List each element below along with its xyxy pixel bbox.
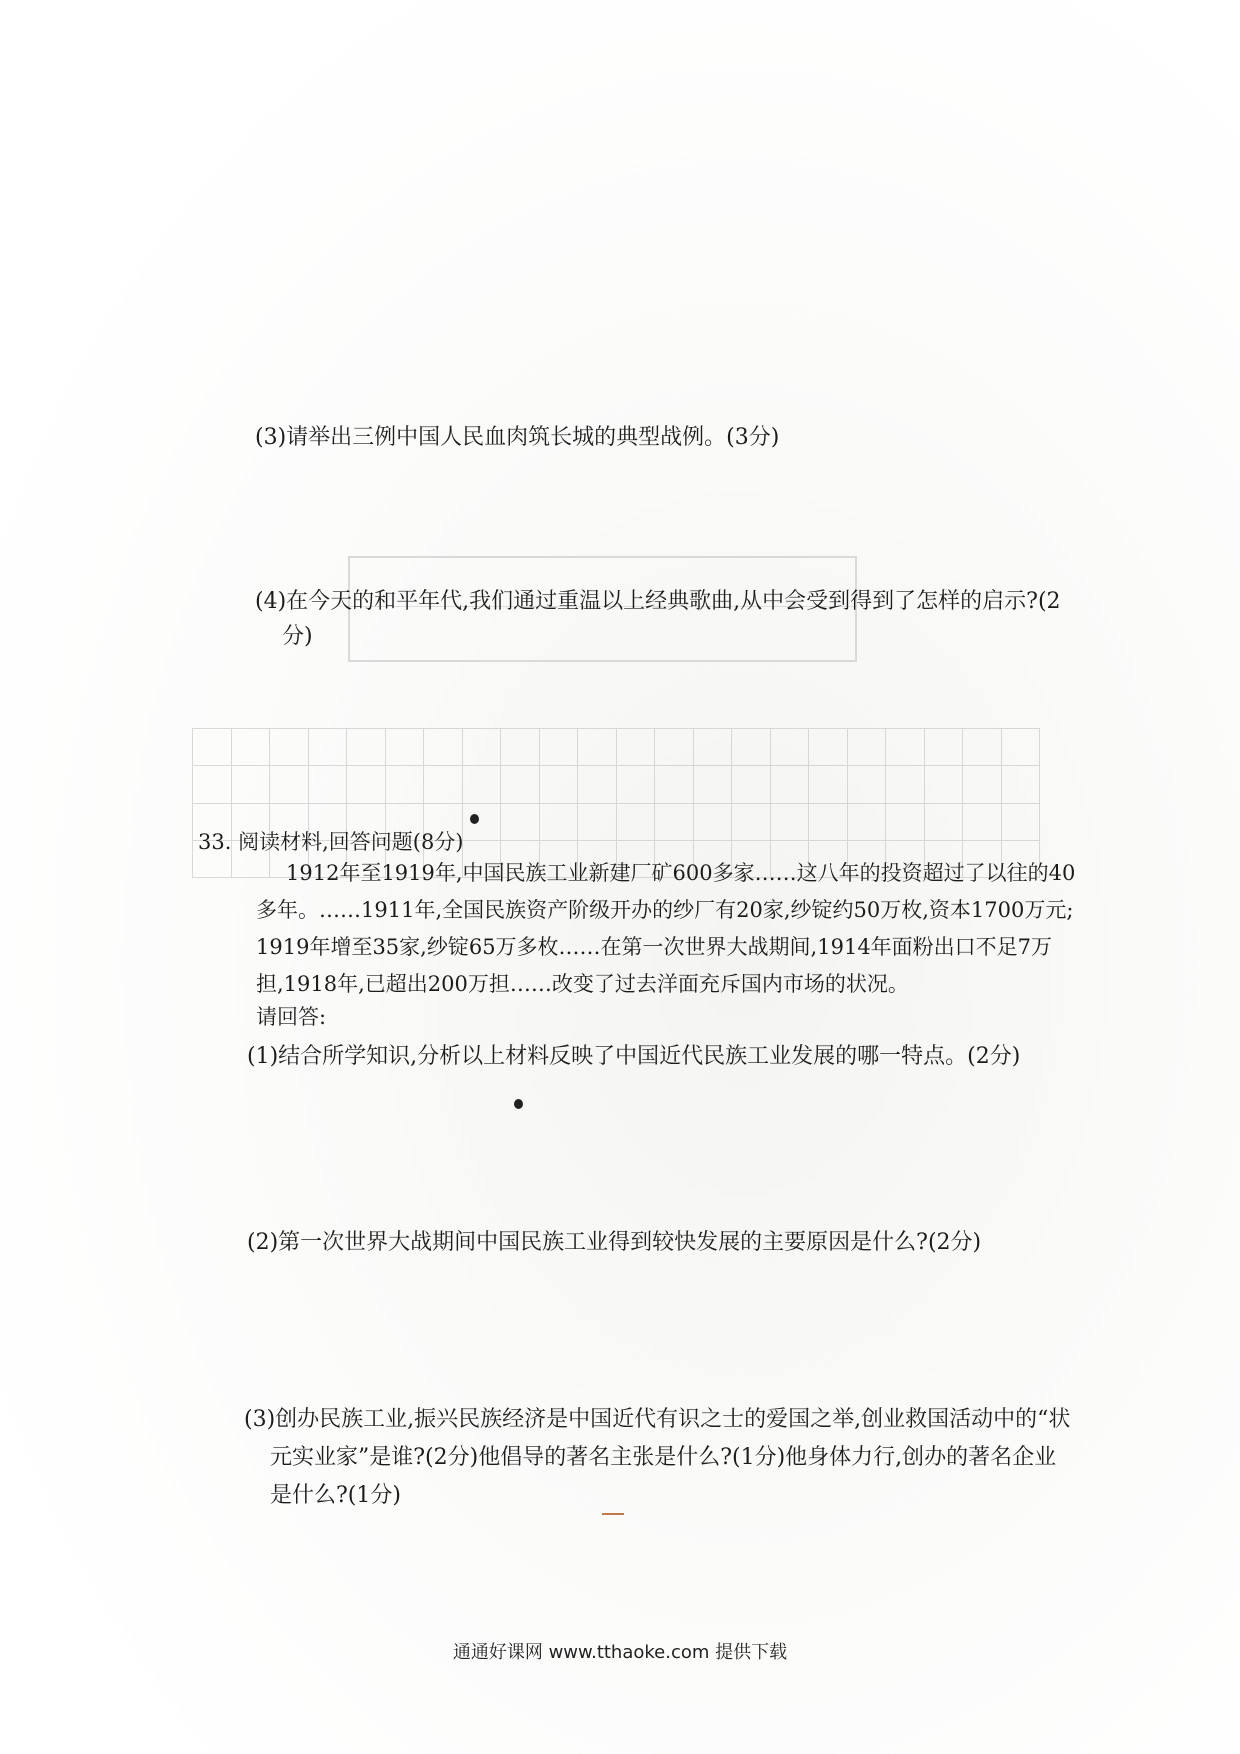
sub-question-3-line3: 是什么?(1分): [270, 1483, 401, 1508]
question-4-prompt-line1: (4)在今天的和平年代,我们通过重温以上经典歌曲,从中会受到得到了怎样的启示?(2: [255, 589, 1061, 614]
material-line: 1919年增至35家,纱锭65万多枚……在第一次世界大战期间,1914年面粉出口不足7万: [256, 935, 1053, 959]
scan-speck: [514, 1099, 523, 1109]
question-4-prompt-line2: 分): [282, 624, 313, 649]
material-line: 多年。……1911年,全国民族资产阶级开办的纱厂有20家,纱锭约50万枚,资本1700万元;: [256, 898, 1074, 922]
footer-credit: 通通好课网 www.tthaoke.com 提供下载: [452, 1642, 788, 1663]
material-line: 1912年至1919年,中国民族工业新建厂矿600多家……这八年的投资超过了以往的40: [286, 861, 1076, 885]
sub-question-2: (2)第一次世界大战期间中国民族工业得到较快发展的主要原因是什么?(2分): [247, 1230, 982, 1255]
scan-speck: [470, 814, 479, 824]
question-3-prompt: (3)请举出三例中国人民血肉筑长城的典型战例。(3分): [255, 425, 780, 450]
material-line: 担,1918年,已超出200万担……改变了过去洋面充斥国内市场的状况。: [256, 972, 909, 996]
sub-question-1: (1)结合所学知识,分析以上材料反映了中国近代民族工业发展的哪一特点。(2分): [247, 1044, 1021, 1069]
scan-mark: [602, 1513, 624, 1515]
sub-question-3-line1: (3)创办民族工业,振兴民族经济是中国近代有识之士的爱国之举,创业救国活动中的“状: [244, 1407, 1071, 1432]
question-33-header: 33. 阅读材料,回答问题(8分): [198, 830, 464, 854]
please-answer-label: 请回答:: [256, 1005, 327, 1029]
sub-question-3-line2: 元实业家”是谁?(2分)他倡导的著名主张是什么?(1分)他身体力行,创办的著名企业: [270, 1445, 1057, 1470]
